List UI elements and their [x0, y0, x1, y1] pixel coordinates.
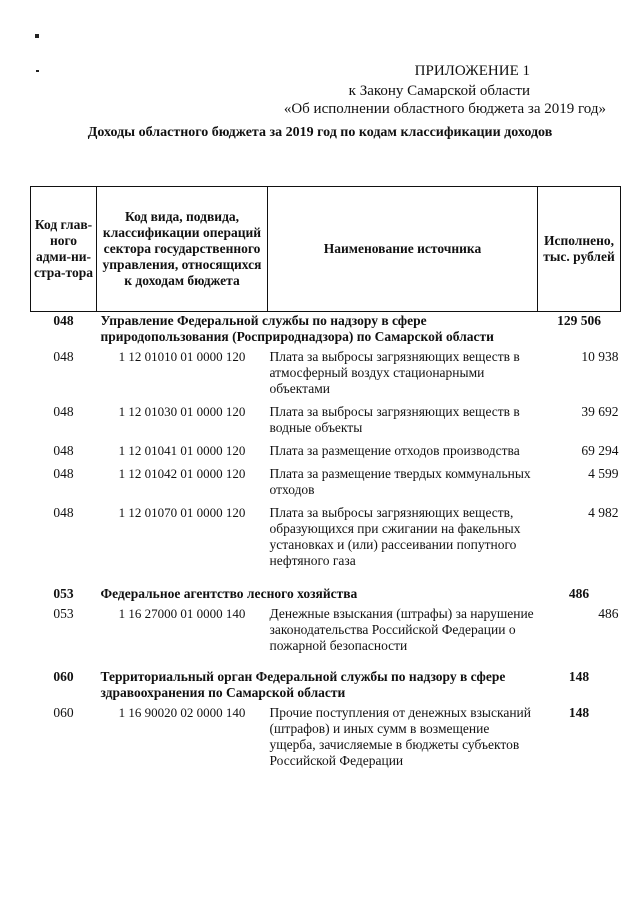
group-row [31, 661, 621, 705]
group-admin-code: 060 [53, 669, 74, 684]
col-header-admin-code: Код глав-ного адми-ни-стра-тора [31, 187, 97, 312]
table-body [31, 312, 621, 777]
row-amount: 486 [598, 606, 619, 621]
group-total: 129 506 [557, 313, 601, 328]
group-name: Управление Федеральной службы по надзору в сфере природопользования (Росприроднадзора) по Самарской области [100, 313, 494, 344]
row-source-name: Плата за выбросы загрязняющих веществ, образующихся при сжигании на факельных установках и (или) рассеивании попутного нефтяного газа [269, 505, 521, 568]
law-title: «Об исполнении областного бюджета за 2019 год» [283, 101, 606, 117]
col-header-executed: Исполнено, тыс. рублей [538, 187, 621, 312]
row-kbk-code: 1 16 90020 02 0000 140 [118, 705, 246, 720]
table-header-row [31, 187, 621, 312]
row-admin-code: 048 [53, 443, 74, 458]
group-name: Территориальный орган Федеральной службы по надзору в сфере здравоохранения по Самарской области [100, 669, 506, 700]
revenue-table [30, 186, 621, 776]
row-admin-code: 053 [53, 606, 74, 621]
table-row [31, 349, 621, 404]
page-title: Доходы областного бюджета за 2019 год по кодам классификации доходов [87, 125, 553, 140]
group-row [31, 576, 621, 606]
col-header-source: Наименование источника [268, 187, 538, 312]
row-amount: 69 294 [581, 443, 619, 458]
table-row [31, 606, 621, 661]
row-admin-code: 048 [53, 505, 74, 520]
group-admin-code: 048 [53, 313, 74, 328]
group-name: Федеральное агентство лесного хозяйства [100, 586, 358, 601]
row-kbk-code: 1 12 01041 01 0000 120 [118, 443, 246, 458]
row-kbk-code: 1 12 01010 01 0000 120 [118, 349, 246, 364]
row-source-name: Плата за выбросы загрязняющих веществ в атмосферный воздух стационарными объектами [269, 349, 520, 396]
row-source-name: Прочие поступления от денежных взысканий (штрафов) и иных сумм в возмещение ущерба, зачисляемые в бюджеты субъектов Российской Федерации [269, 705, 532, 768]
row-admin-code: 060 [53, 705, 74, 720]
row-source-name: Плата за размещение твердых коммунальных отходов [269, 466, 531, 497]
row-kbk-code: 1 12 01070 01 0000 120 [118, 505, 246, 520]
row-amount: 4 599 [588, 466, 619, 481]
row-amount: 148 [568, 705, 590, 720]
group-admin-code: 053 [53, 586, 74, 601]
row-source-name: Денежные взыскания (штрафы) за нарушение законодательства Российской Федерации о пожарной безопасности [269, 606, 534, 653]
scan-speck [36, 70, 39, 72]
row-amount: 39 692 [581, 404, 619, 419]
col-header-kbk-code: Код вида, подвида, классификации операций сектора государственного управления, относящихся к доходам бюджета [97, 187, 268, 312]
table-row [31, 466, 621, 505]
table-row [31, 505, 621, 576]
row-amount: 4 982 [588, 505, 619, 520]
law-reference: к Закону Самарской области [348, 83, 530, 99]
row-kbk-code: 1 12 01030 01 0000 120 [118, 404, 246, 419]
group-total: 148 [568, 669, 590, 684]
scan-speck [35, 34, 39, 38]
table-row [31, 705, 621, 776]
table-row [31, 443, 621, 466]
row-admin-code: 048 [53, 349, 74, 364]
row-kbk-code: 1 12 01042 01 0000 120 [118, 466, 246, 481]
group-row [31, 312, 621, 350]
row-admin-code: 048 [53, 466, 74, 481]
row-admin-code: 048 [53, 404, 74, 419]
row-kbk-code: 1 16 27000 01 0000 140 [118, 606, 246, 621]
row-source-name: Плата за выбросы загрязняющих веществ в водные объекты [269, 404, 520, 435]
row-amount: 10 938 [581, 349, 619, 364]
group-total: 486 [568, 586, 590, 601]
appendix-label: ПРИЛОЖЕНИЕ 1 [414, 63, 530, 79]
table-row [31, 404, 621, 443]
row-source-name: Плата за размещение отходов производства [269, 443, 520, 458]
